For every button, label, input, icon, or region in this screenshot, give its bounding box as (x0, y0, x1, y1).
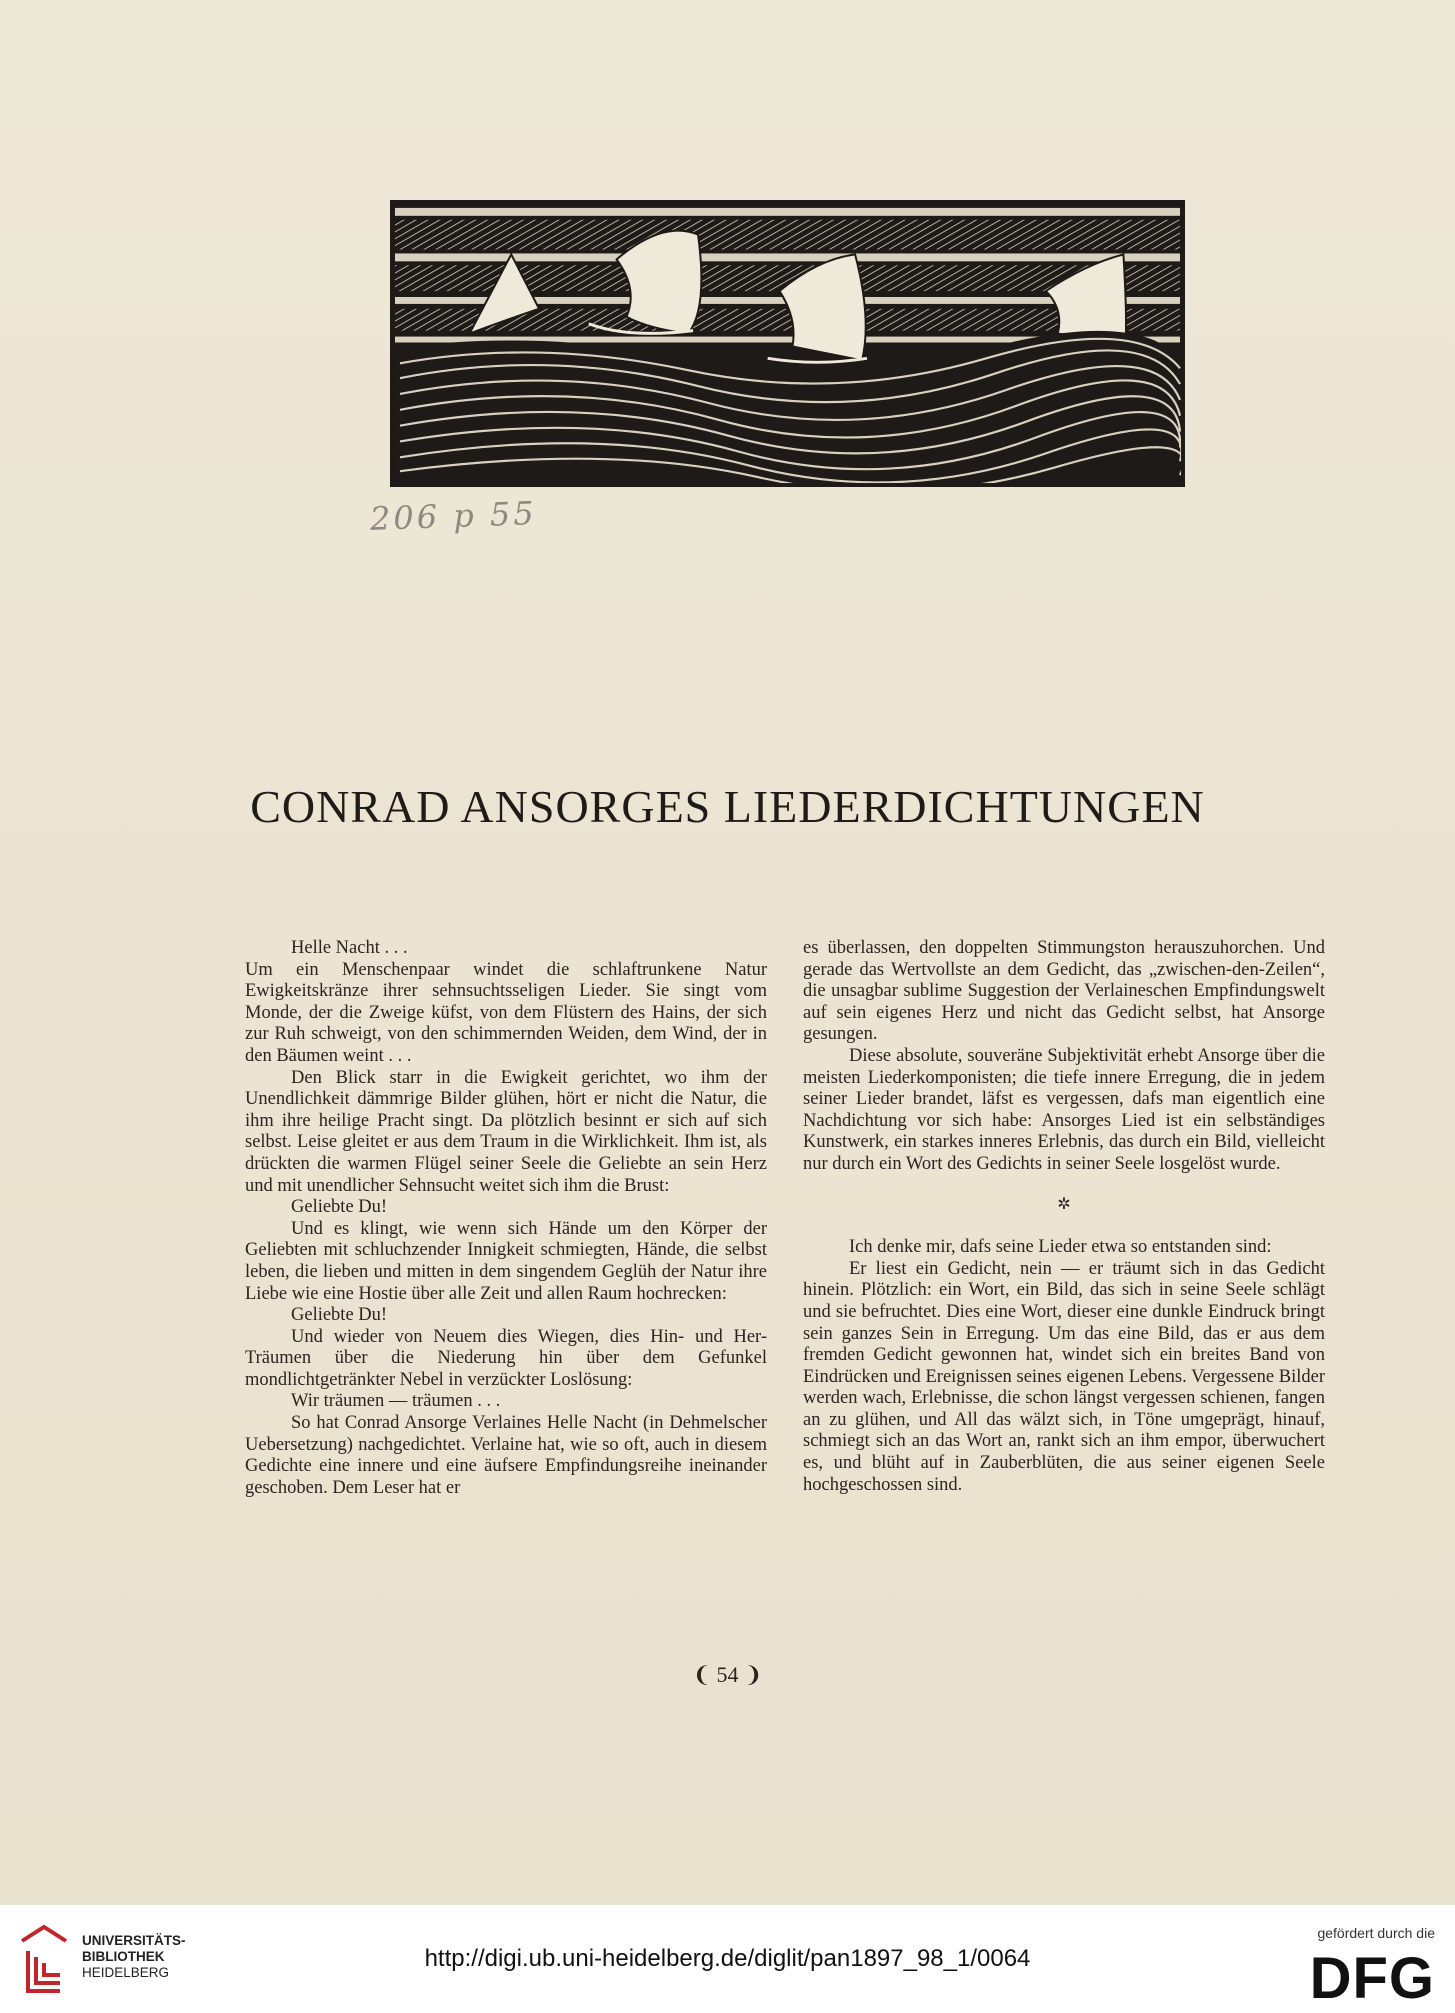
funding-note: gefördert durch die (1317, 1925, 1435, 1941)
text-column-left (245, 938, 767, 1499)
section-separator-ornament: ✲ (1057, 1195, 1071, 1213)
handwritten-shelfmark: 206 p 55 (369, 494, 538, 538)
woodcut-image (390, 200, 1185, 487)
library-name-line-3: HEIDELBERG (82, 1965, 170, 1980)
paragraph: Den Blick starr in die Ewigkeit gerichtet, wo ihm der Unendlichkeit dämmrige Bilder glühen, hört er nicht die Natur, die ihm ihre heilige Pracht singt. Da plötzlich besinnt er sich auf sich selbst. Leise gleitet er aus dem Traum in die Wirklichkeit. Ihm ist, als drückten die warmen Flügel seiner Seele die Geliebte an sein Herz und mit unendlicher Sehnsucht weitet sich ihm die Brust: (245, 1067, 767, 1196)
woodcut-illustration-sailing-boats (390, 200, 1185, 487)
paragraph: es überlassen, den doppelten Stimmungston herauszuhorchen. Und gerade das Wertvollste an dem Gedicht, das „zwischen-den-Zeilen“, die unsagbar sublime Suggestion der Verlaineschen Empfindungswelt auf sein eigenes Herz und nicht das Gedicht selbst, hat Ansorge gesungen. (803, 938, 1325, 1045)
text-column-right (803, 938, 1325, 1496)
paragraph: Und es klingt, wie wenn sich Hände um den Körper der Geliebten mit schluchzender Innigkeit schmiegten, Hände, die selbst leben, die lieben und mitten in dem singendem Geglüh der Natur ihre Liebe wie eine Hostie über alle Zeit und allen Raum hochrecken: (245, 1218, 767, 1304)
paragraph: Helle Nacht . . . (291, 938, 408, 958)
library-name-line-1: UNIVERSITÄTS- (82, 1933, 186, 1948)
right-column-top-text (803, 938, 1325, 1176)
page-number: ❨ 54 ❩ (692, 1662, 763, 1687)
paragraph: Geliebte Du! (291, 1197, 388, 1218)
paragraph: Wir träumen — träumen . . . (291, 1391, 501, 1412)
paragraph: So hat Conrad Ansorge Verlaines Helle Nacht (in Dehmelscher Uebersetzung) nachgedichtet. Verlaine hat, wie so oft, auch in diesem Gedichte eine innere und eine äufsere Empfindungsreihe ineinander geschoben. Dem Leser hat er (245, 1413, 767, 1498)
digitization-footer (0, 1905, 1455, 2013)
article-title: CONRAD ANSORGES LIEDERDICHTUNGEN (250, 781, 1205, 832)
paragraph: Ich denke mir, dafs seine Lieder etwa so entstanden sind: (849, 1237, 1272, 1258)
paragraph: Er liest ein Gedicht, nein — er träumt sich in das Gedicht hinein. Plötzlich: ein Wort, ein Bild, das sich in seine Seele schlägt und sie befruchtet. Dies eine Wort, dieser eine dunkle Eindruck bringt sein ganzes Sein in Erregung. Um das eine Bild, das er aus dem fremden Gedicht gewonnen hat, windet sich ein breites Band von Eindrücken und Ereignissen seines eigenen Lebens. Vergessene Bilder werden wach, Erlebnisse, die schon längst vergessen schienen, fangen an zu glühen, und All das wälzt sich, in Töne umgeprägt, hinauf, schmiegt sich an das Wort an, rankt sich an ihm empor, überwuchert es, und blüht auf in Zauberblüten, die aus seiner eigenen Seele hochgeschossen sind. (803, 1258, 1325, 1495)
dfg-logo: DFG (1309, 1946, 1435, 2011)
paragraph: Um ein Menschenpaar windet die schlaftrunkene Natur Ewigkeitskränze ihrer sehnsuchtsseligen Lieder. Sie singt vom Monde, der die Zweige küfst, von dem Flüstern des Hains, der sich zur Ruh schweigt, von den schimmernden Weiden, dem Wind, der in den Bäumen weint . . . (245, 959, 767, 1066)
permalink-url[interactable]: http://digi.ub.uni-heidelberg.de/diglit/pan1897_98_1/0064 (424, 1945, 1031, 1972)
paragraph: Diese absolute, souveräne Subjektivität erhebt Ansorge über die meisten Liederkomponisten; die tiefe innere Erregung, die in jedem seiner Lieder brandet, läfst es vergessen, dafs man eigentlich eine Nachdichtung vor sich habe: Ansorges Lied ist ein selbständiges Kunstwerk, ein starkes inneres Erlebnis, das durch ein Bild, vielleicht nur durch ein Wort des Gedichts in seiner Seele losgelöst wurde. (803, 1045, 1325, 1174)
right-column-bottom-text (803, 1237, 1325, 1496)
paragraph: Geliebte Du! (291, 1305, 388, 1326)
paragraph: Und wieder von Neuem dies Wiegen, dies Hin- und Her-Träumen über die Niederung hin über dem Gefunkel mondlichtgetränkter Nebel in verzückter Loslösung: (245, 1326, 767, 1390)
library-name-line-2: BIBLIOTHEK (82, 1949, 165, 1964)
